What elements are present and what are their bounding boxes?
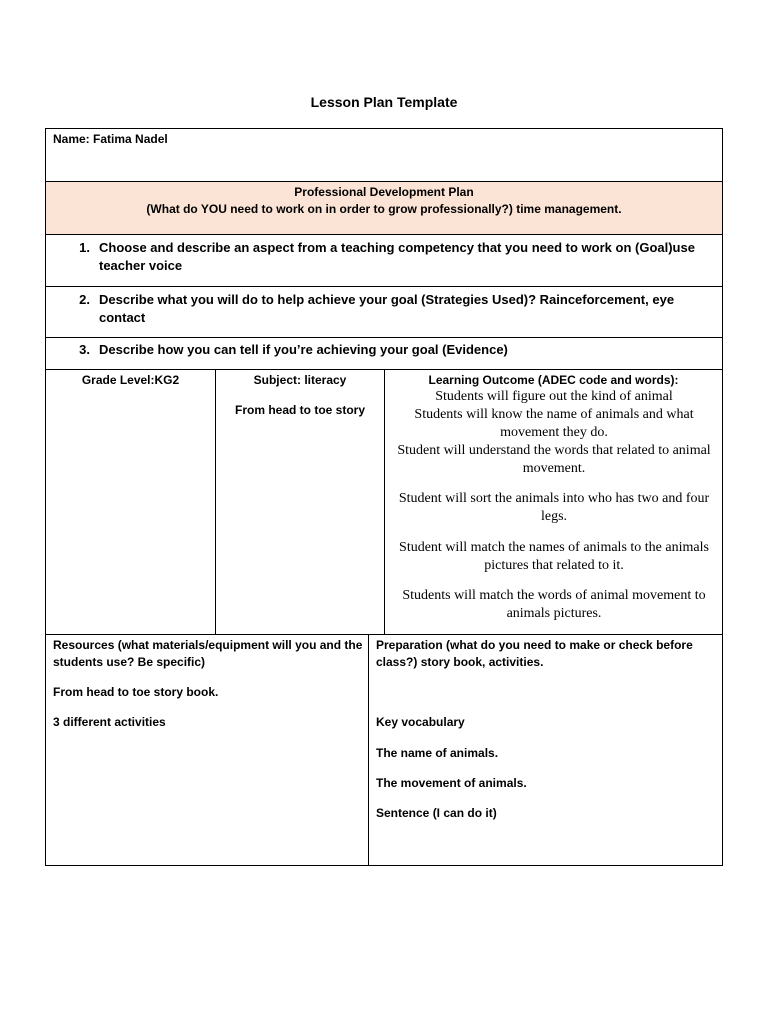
outcome-paragraph: Student will match the names of animals to the animals pictures that related to it. [399, 540, 709, 573]
goal-cell-1 [45, 234, 723, 287]
resource-item: 3 different activities [53, 715, 166, 729]
resources-heading: Resources (what materials/equipment will you and the students use? Be specific) [53, 638, 363, 669]
goal-item [68, 341, 718, 359]
goal-number: 2. [79, 292, 90, 307]
learning-outcome-heading: Learning Outcome (ADEC code and words): [428, 373, 679, 387]
key-vocabulary-label: Key vocabulary [376, 715, 465, 729]
goal-cell-3 [45, 337, 723, 370]
learning-outcome-group [397, 388, 711, 478]
subject: Subject: literacy [253, 373, 347, 387]
goal-number: 3. [79, 342, 90, 357]
subject-cell [215, 369, 385, 635]
teacher-name: Name: Fatima Nadel [53, 132, 168, 146]
vocabulary-item: The movement of animals. [376, 776, 527, 790]
document-title: Lesson Plan Template [310, 94, 458, 110]
learning-outcome-cell [384, 369, 723, 635]
outcome-line: Students will figure out the kind of animal [435, 389, 673, 404]
pd-plan-question: (What do YOU need to work on in order to grow professionally?) time management. [146, 202, 622, 216]
preparation-cell [368, 634, 723, 866]
goal-text: Describe what you will do to help achieve your goal (Strategies Used)? Rainceforcement, eye contact [99, 292, 675, 325]
subject-detail: From head to toe story [234, 403, 365, 417]
vocabulary-item: The name of animals. [376, 746, 499, 760]
pd-plan-cell [45, 181, 723, 235]
name-cell [45, 128, 723, 182]
outcome-line: Students will know the name of animals and what movement they do. [414, 407, 694, 440]
pd-plan-heading: Professional Development Plan [294, 185, 474, 199]
goal-number: 1. [79, 240, 90, 255]
goal-item [68, 239, 718, 275]
vocabulary-item: Sentence (I can do it) [376, 806, 497, 820]
resources-cell [45, 634, 369, 866]
outcome-paragraph: Students will match the words of animal movement to animals pictures. [402, 588, 706, 621]
goal-item [68, 291, 688, 327]
goal-text: Choose and describe an aspect from a teaching competency that you need to work on (Goal)use teacher voice [99, 240, 695, 273]
grade-level: Grade Level:KG2 [81, 373, 180, 387]
resource-item: From head to toe story book. [53, 685, 219, 699]
preparation-heading: Preparation (what do you need to make or check before class?) story book, activities. [376, 638, 693, 669]
outcome-paragraph: Student will sort the animals into who has two and four legs. [398, 491, 710, 524]
goal-text: Describe how you can tell if you’re achieving your goal (Evidence) [99, 342, 508, 357]
outcome-line: Student will understand the words that related to animal movement. [397, 443, 711, 476]
goal-cell-2 [45, 286, 723, 338]
grade-level-cell [45, 369, 216, 635]
